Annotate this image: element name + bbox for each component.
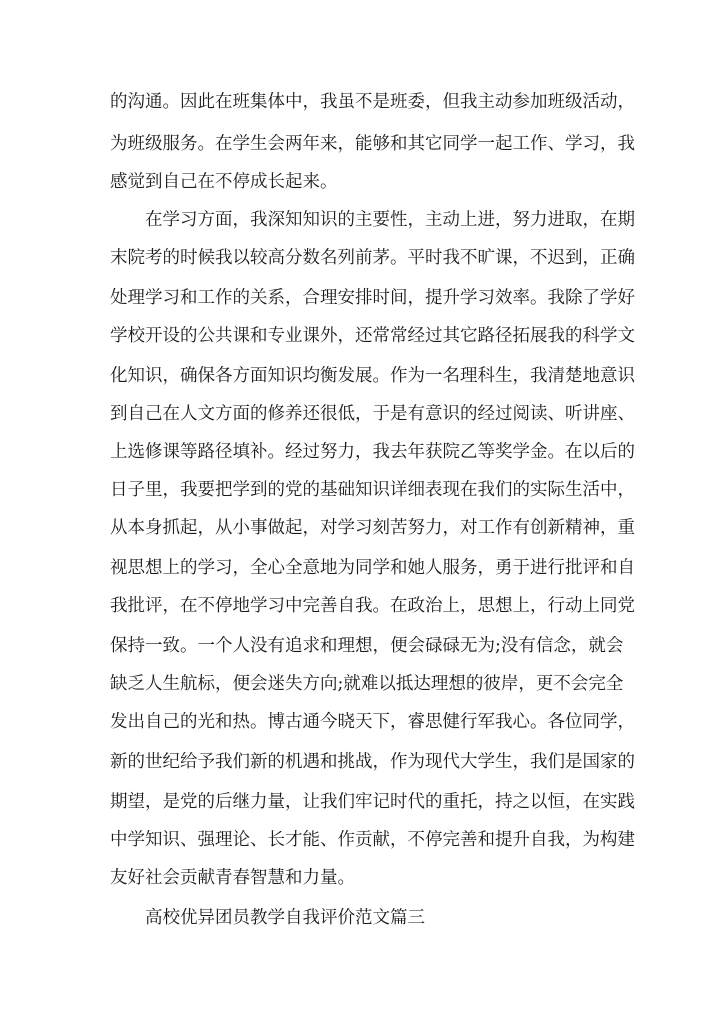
text-line: 的沟通。因此在班集体中，我虽不是班委，但我主动参加班级活动， — [110, 92, 635, 112]
text-line: 视思想上的学习，全心全意地为同学和她人服务，勇于进行批评和自 — [110, 558, 635, 578]
text-line: 日子里，我要把学到的党的基础知识详细表现在我们的实际生活中， — [110, 480, 635, 500]
text-line: 从本身抓起，从小事做起，对学习刻苦努力，对工作有创新精神，重 — [110, 518, 635, 538]
section-heading: 高校优异团员教学自我评价范文篇三 — [145, 908, 425, 928]
text-line: 末院考的时候我以较高分数名列前茅。平时我不旷课，不迟到，正确 — [110, 248, 635, 268]
text-line: 处理学习和工作的关系，合理安排时间，提升学习效率。我除了学好 — [110, 288, 635, 308]
text-line: 学校开设的公共课和专业课外，还常常经过其它路径拓展我的科学文 — [110, 326, 635, 346]
text-line: 感觉到自己在不停成长起来。 — [110, 172, 338, 192]
text-line: 中学知识、强理论、长才能、作贡献，不停完善和提升自我，为构建 — [110, 830, 635, 850]
text-line: 友好社会贡献青春智慧和力量。 — [110, 868, 355, 888]
text-line: 我批评，在不停地学习中完善自我。在政治上，思想上，行动上同党 — [110, 596, 635, 616]
text-line: 保持一致。一个人没有追求和理想，便会碌碌无为;没有信念，就会 — [110, 636, 624, 656]
text-line: 为班级服务。在学生会两年来，能够和其它同学一起工作、学习，我 — [110, 134, 635, 154]
text-line: 在学习方面，我深知知识的主要性，主动上进，努力进取，在期 — [145, 210, 635, 230]
text-line: 期望，是党的后继力量，让我们牢记时代的重托，持之以恒，在实践 — [110, 792, 635, 812]
text-line: 到自己在人文方面的修养还很低，于是有意识的经过阅读、听讲座、 — [110, 404, 635, 424]
text-line: 缺乏人生航标，便会迷失方向;就难以抵达理想的彼岸，更不会完全 — [110, 674, 624, 694]
text-line: 化知识，确保各方面知识均衡发展。作为一名理科生，我清楚地意识 — [110, 366, 635, 386]
text-line: 发出自己的光和热。博古通今晓天下，睿思健行军我心。各位同学， — [110, 712, 635, 732]
text-line: 上选修课等路径填补。经过努力，我去年获院乙等奖学金。在以后的 — [110, 442, 635, 462]
text-line: 新的世纪给予我们新的机遇和挑战，作为现代大学生，我们是国家的 — [110, 752, 635, 772]
